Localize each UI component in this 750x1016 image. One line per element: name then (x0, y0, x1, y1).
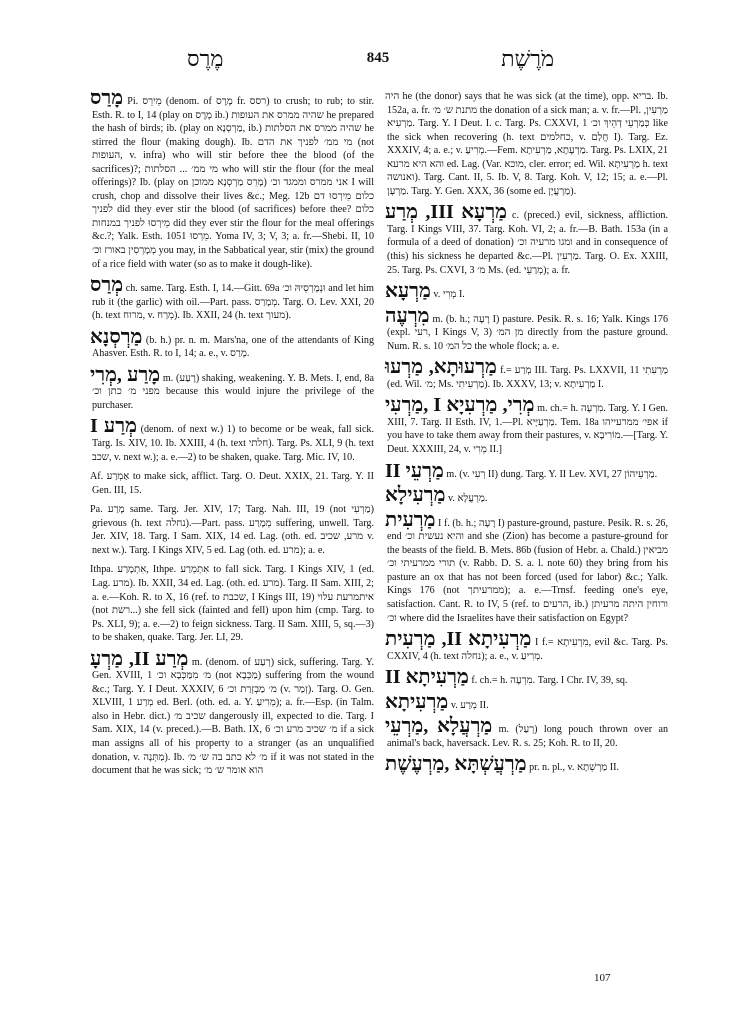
entry-text: היה he (the donor) says that he was sick (at the time), opp. בריא. Ib. 152a, a. fr. מתנת ש׳ מ׳ the donation of a sick man; a. v. fr.—Pl. מַרְעִין, מַרְעִיא. Targ. Y. I Deut. I. c. Targ. Ps. CXXVI, 1 כְּמַרְעֵי דְהֵיךְ וכ׳ like the sick when recovering (h. text כחלמים, v. חֲלַם I). Targ. Ez. XXXIV, 4; a. e.; v. מְרִיעַ.—Fem. מַרְעָתָא, מַרְעִיתָא. Targ. Ps. LXIX, 21 והא היא מרעא ed. Lag. (Var. מוכא, cler. error; ed. Wil. מַרְעִיתָא h. text ואנושה). Targ. Cant. II, 5. Ib. V, 8. Targ. Koh. V, 12; 15; a. e.—Pl. מַרְעָן. Targ. Y. Gen. XXX, 36 (some ed. מַרְעֲיָן). (385, 91, 669, 197)
dictionary-entry (92, 563, 374, 644)
entry-text: v. מְרִי I. (433, 289, 465, 301)
dictionary-entry (385, 690, 668, 713)
entry-text: Ithpa. אִתְמָרַע, Ithpe. אִתְמְרַע to fall sick. Targ. I Kings XIV, 1 (ed. Lag. מרע). Ib. XXII, 34 ed. Lag. (oth. ed. מרע). Targ. II Sam. XIII, 2; a. e.—Koh. R. to X, 16 (ref. to שכבת, I Kings III, 19) איתמרעת עלוי (not רשת...) she fell sick (fainted and fell) upon him (cmp. Targ. to Ps. XLI, 9); a. e.—2) to feign sickness. Targ. II Sam. XIII, 5, sq.—3) to be shaken, quake. Targ. Jer. LI, 29. (90, 564, 374, 644)
entry-text: f. ch.= h. מִרְעֶה. Targ. I Chr. IV, 39, sq. (471, 675, 628, 687)
dictionary-entry (387, 90, 668, 198)
entry-text: I f.= מִרְעִיתָא, evil &c. Targ. Ps. CXXIV, 4 (h. text נחלה); a. e., v. מְרִיעַ. (387, 637, 668, 662)
dictionary-entry (385, 394, 669, 456)
dictionary-entry (385, 753, 668, 776)
right-column (387, 90, 668, 781)
dictionary-entry (385, 459, 668, 482)
dictionary-entry (385, 304, 668, 354)
dictionary-entry (385, 628, 668, 663)
entry-text: ch. same. Targ. Esth. I, 14.—Gitt. 69a וּנְמָרְסֵיהּ וכ׳ and let him rub it (the garlic) with oil.—Part. pass. מְמָרַס. Targ. O. Lev. XXI, 20 (h. text מרוח, v. מְרַח). Ib. XXII, 24 (h. text מעוך). (92, 283, 375, 322)
entry-text: m. ch.= h. מִרְעֶה. Targ. Y. I Gen. XIII, 7. Targ. II Esth. IV, 1.—Pl. מַרְעַיָּיא. Tem. 18a אפי׳ ממרעייהו if you have to take them away from their pastures, v. מוֹרִיבָא.—[Targ. Y. Deut. XXXIII, 24, v. מְרִי II.] (387, 403, 669, 456)
entry-headword: מְרִי, מַרְעִיָא I ,מַרְעִי (385, 394, 535, 417)
dictionary-entry (385, 508, 668, 625)
entry-headword: מִרְעֶה (385, 304, 430, 327)
dictionary-entry (90, 415, 374, 464)
entry-headword: מַרְעוּתָא, מַרְעוּ (385, 356, 497, 379)
entry-headword: מַרְעִית (385, 508, 436, 531)
dictionary-entry (90, 274, 375, 323)
entry-headword: מַרְעֲשְׁתָּא ,מַרְעֶשֶׁת (385, 753, 527, 776)
footer-page-mark: 107 (594, 972, 611, 984)
entry-text: m. (רָעַע) shaking, weakening. Y. B. Mets. I, end, 8a מפני מ׳ כתן וכ׳ because this would injure the privilege of the purchaser. (92, 372, 374, 411)
entry-text: Af. אַמְרַע to make sick, afflict. Targ. O. Deut. XXIX, 21. Targ. Y. II Gen. III, 15. (90, 471, 374, 496)
entry-text: pr. n. pl., v. מַרְשְׁתָא II. (529, 762, 620, 774)
entry-headword: מַרְעִילָא (385, 484, 446, 507)
dictionary-entry (92, 503, 374, 557)
left-column (90, 87, 375, 784)
entry-headword: מַרְסְנָא (90, 325, 143, 348)
entry-text: m. (v. רְעִי II) dung. Targ. Y. II Lev. XVI, 27 מַרְעֵיהוֹן. (446, 468, 658, 480)
dictionary-entry (92, 470, 374, 497)
dictionary-entry (385, 356, 668, 391)
entry-text: (denom. of next w.) 1) to become or be weak, fall sick. Targ. Is. XIV, 10. Ib. XXIII, 4 (h. text חלתי). Targ. Ps. XLI, 9 (h. text שכב, v. next w.); a. e.—2) to be shaken, quake. Targ. Mic. IV, 10. (92, 424, 374, 463)
dictionary-entry (90, 325, 374, 361)
entry-headword: מַרְעִיתָא II (385, 666, 469, 689)
entry-headword: מָרַע ,מְרִי (90, 363, 161, 386)
page-header (92, 46, 664, 72)
entry-text: Pa. מָרַע same. Targ. Jer. XIV, 17; Targ. Nah. III, 19 (not מַרְעִי) grievous (h. text נחלה).—Part. pass. מְמָרַע suffering, unwell. Targ. Jer. XIV, 18. Targ. I Sam. XIX, 14 ed. Lag. (oth. ed. מרע, שכיב v. next w.). Targ. I Kings XIV, 5 ed. Lag (oth. ed. מרע); a. e. (90, 504, 374, 556)
entry-text: v. מְרַע II. (450, 699, 489, 711)
entry-headword: מַרְעָא III, מְרַע (385, 201, 508, 224)
header-left-word: מֶרֶס (187, 46, 224, 71)
dictionary-entry (385, 280, 668, 303)
entry-text: m. (b. h.; רָעָה I) pasture. Pesik. R. s. 16; Yalk. Kings 176 (expl. רעי, I Kings V, 3) מן המ׳ directly from the pasture ground. Num. R. s. 10 כל המ׳ the whole flock; a. e. (387, 313, 668, 352)
header-right-word: מֹרֶשֶׁת (501, 46, 554, 71)
dictionary-entry (385, 666, 668, 689)
entry-text: Pi. מֵירֵס (denom. of מֶרֶס fr. רסס) to crush; to rub; to stir. Esth. R. to I, 14 (play on מֶרֶס ib.) שהיה ממרס את העופות he prepared the hash of birds; ib. (play on מַרְסְנָא, ib.) שהיה ממרס את הסלתות he stirred the flour (making dough). Ib. מי ממ׳ לפניך את הדם (not העופות, v. infra) who will stir before thee the blood (of the sacrifices)?; מי ממ׳ ... הסלתות who will stir the flour (for the meal offerings)? Ib. (play on מָרֵס מַרְסְנָא ממוכן) אני ממרס וממגד וכ׳ I will crush, chop and dissolve their lives &c.; Meg. 12b כלום מֵירְסוּ דם לפניך did they ever stir the blood (of sacrifices) before thee? כלום מֵירְסוּ לפניך במנחות did they ever stir the flour for the meal offerings &c.?; Yalk. Esth. 1051 מֵרְסוּ. Yoma IV, 3; V, 3; a. fr.—Shebi. II, 10 מְמָרְסִין באורז וכ׳ you may, in the Sabbatical year, stir (mix) the ground of a rice field with water (so as to make it dough-like). (92, 96, 375, 270)
entry-headword: מַרְעָא (385, 280, 431, 303)
dictionary-entry (90, 363, 374, 413)
dictionary-entry (385, 201, 669, 277)
dictionary-entry (385, 484, 668, 507)
entry-headword: מְרַס (90, 274, 124, 297)
entry-text: v. מַרְעֲלָא. (447, 493, 488, 505)
dictionary-entry (90, 647, 375, 778)
entry-headword: מָרַס (90, 87, 124, 109)
entry-text: c. (preced.) evil, sickness, affliction. Targ. I Kings VIII, 37. Targ. Koh. VI, 2; a. fr.—B. Bath. 153a (in a formula of a deed of donation) ומגו מרעיה וכ׳ and in consequence of (this) his sickness he departed &c.—Pl. מַרְעִין. Targ. O. Ex. XXIII, 25. Targ. Ps. CXVI, 3 מ׳ Ms. (ed. מְרַעֵי); a. fr. (387, 210, 669, 276)
entry-text: m. (רְעַל) long pouch thrown over an animal's back, haversack. Lev. R. s. 25; Koh. R. to II, 20. (387, 724, 669, 749)
entry-headword: מַרְעֲלָא ,מַרְעֵי (385, 715, 493, 738)
entry-text: m. (denom. of רְעַע) sick, suffering. Targ. Y. Gen. XVIII, 1 מ׳ מִמַּכְּבָא וכ׳ (not מַכְּבָא) suffering from the wound &c.; Targ. Y. I Deut. XXXIV, 6 מ׳ מַבְזְרַת וכ׳ (v. זְמַר). Targ. O. Gen. XLVIII, 1 מְרַע ed. Berl. (oth. ed. a. Y. מְרִיעַ); a. fr.—Esp. (in Talm. also in Hebr. dict.) שכיב מ׳ dangerously ill, expected to die. Targ. I Sam. XIX, 14 (v. preced.).—B. Bath. IX, 6 מ׳ שכיב מרע וכ׳ if a sick man assigns all of his property to a stranger (as an unqualified donation, v. מַתְּנָה). Ib. מ׳ לא כתב בה ש׳ מ׳ if it was not stated in the document that he was sick; הוא אומר ש׳ מ׳ (92, 656, 375, 777)
entry-text: f.= מְרַע III. Targ. Ps. LXXVII, 11 מַרְעִתִי (ed. Wil. מ׳; Ms. מַרְעִיתִי). Ib. XXXV, 13; v. מַרְעִיתָא I. (387, 365, 668, 390)
dictionary-entry (90, 87, 375, 271)
entry-headword: מַרְעִיתָא II, מַרְעִית (385, 628, 532, 651)
entry-text: (b. h.) pr. n. m. Mars'na, one of the attendants of King Ahasver. Esth. R. to I, 14; a. e., v. מָרַס. (92, 334, 374, 360)
page-number: 845 (366, 50, 390, 66)
dictionary-entry (385, 715, 669, 750)
entry-headword: מַרְעִיתָא (385, 690, 449, 713)
entry-headword: מַרְעֵי II (385, 459, 444, 482)
entry-headword: מְרַע I (90, 415, 137, 438)
entry-text: I f. (b. h.; רָעָה I) pasture-ground, pasture. Pesik. R. s. 26, end והיא נעשית וכ׳ and she (Zion) has become a pasture-ground for the beasts of the field. B. Mets. 86b (fusion of Hebr. a. Chald.) מביאין תורי ממרעיתי וכ׳ (v. Rabb. D. S. a. l. note 60) they bring from his pasture an ox that has not been forced (used for labor) &c.; Yalk. Kings 176 (not ממרעיתך); a. e.—Trnsf. feeding one's eye, satisfaction. Cant. R. to IV, 5 (ref. to הרעים, ib.) ורוחין היתה מרעיתן וכ׳ where did the Israelites have their satisfaction on Egypt? (387, 517, 668, 624)
entry-headword: מְרַע II, מַרְעָ (90, 647, 189, 670)
